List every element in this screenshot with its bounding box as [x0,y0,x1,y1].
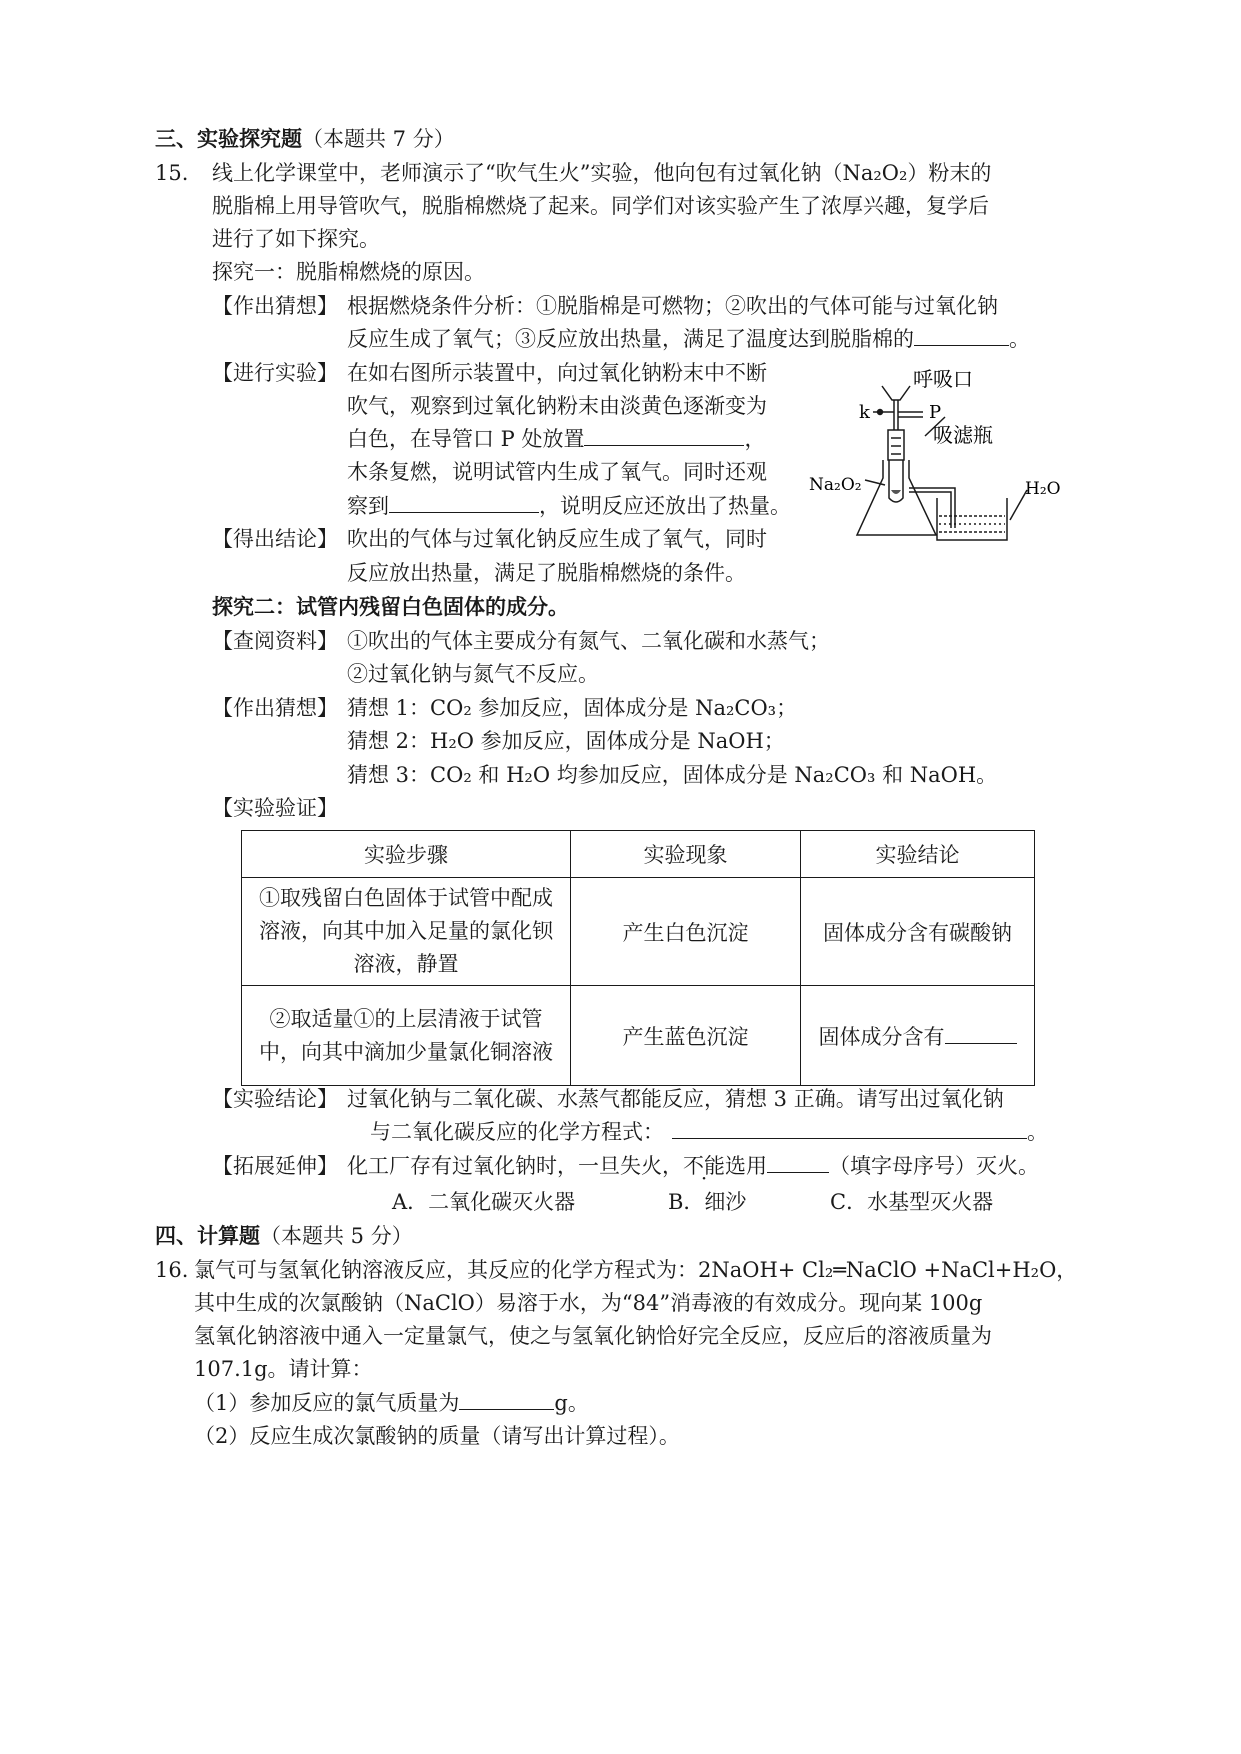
result-tag: 【实验结论】 [212,1087,338,1111]
q16-line1: 氯气可与氢氧化钠溶液反应，其反应的化学方程式为：2NaOH+ Cl₂═NaClO +NaCl+H₂O， [194,1258,1078,1282]
extend-pre: 化工厂存有过氧化钠时，一旦失火， [347,1154,683,1178]
apparatus-diagram [805,360,1075,550]
table-row [242,986,1035,1086]
result-line2-end: 。 [1027,1120,1048,1144]
explore2-heading: 探究二：试管内残留白色固体的成分。 [212,594,569,619]
guess2-line1: 猜想 1：CO₂ 参加反应，固体成分是 Na₂CO₃； [347,696,798,720]
suction-flask [857,460,936,535]
section4-note: （本题共 5 分） [260,1224,413,1248]
answer-blank-extinguisher[interactable] [767,1152,829,1173]
test-tube-stopper [888,430,904,460]
extend-line [347,1151,1039,1181]
section4-title: 四、计算题 [155,1223,260,1248]
table-header-row [242,831,1035,878]
exp-line5-end: ，说明反应还放出了热量。 [539,494,791,518]
label-k: k [859,402,870,423]
q15-number: 15. [155,161,189,185]
q16-sub1 [194,1388,589,1418]
section3-note: （本题共 7 分） [302,127,455,151]
exp-line3-end: ， [744,427,766,451]
guess1-line1: 根据燃烧条件分析：①脱脂棉是可燃物；②吹出的气体可能与过氧化钠 [347,294,998,318]
label-h2o: H₂O [1025,479,1061,499]
row2-conclusion-cell [801,986,1035,1086]
exp-line3 [347,424,765,454]
option-b: B．细沙 [668,1190,747,1214]
guess2-line3: 猜想 3：CO₂ 和 H₂O 均参加反应，固体成分是 Na₂CO₃ 和 NaOH。 [347,763,998,787]
row1-phenomenon: 产生白色沉淀 [571,878,801,986]
row2-step: ②取适量①的上层清液于试管中，向其中滴加少量氯化铜溶液 [242,986,571,1086]
exp-line1: 在如右图所示装置中，向过氧化钠粉末中不断 [347,361,767,385]
guess1-tag: 【作出猜想】 [212,294,338,318]
guess1-line2-text: 反应生成了氧气；③反应放出热量，满足了温度达到脱脂棉的 [347,327,914,351]
q16-line4: 107.1g。请计算： [194,1357,373,1381]
ref-tag: 【查阅资料】 [212,629,338,653]
concl-line1: 吹出的气体与过氧化钠反应生成了氧气，同时 [347,527,767,551]
answer-blank-wood-strip[interactable] [584,425,744,446]
concl-line2: 反应放出热量，满足了脱脂棉燃烧的条件。 [347,561,746,585]
row1-conclusion: 固体成分含有碳酸钠 [801,878,1035,986]
funnel-mouthpiece [882,386,910,400]
table-header-conclusion: 实验结论 [801,831,1035,878]
test-tube [889,460,903,502]
option-c: C．水基型灭火器 [830,1190,994,1214]
explore1-heading: 探究一：脱脂棉燃烧的原因。 [212,260,485,284]
q16-sub1-text: （1）参加反应的氯气质量为 [194,1391,460,1415]
result-line2-text: 与二氧化碳反应的化学方程式： [370,1120,664,1144]
section3-title: 三、实验探究题 [155,126,302,151]
table-header-step: 实验步骤 [242,831,571,878]
extend-post: （填字母序号）灭火。 [829,1154,1039,1178]
row1-step: ①取残留白色固体于试管中配成溶液，向其中加入足量的氯化钡溶液，静置 [242,878,571,986]
q15-intro-1: 线上化学课堂中，老师演示了“吹气生火”实验，他向包有过氧化钠（Na₂O₂）粉末的 [212,161,992,185]
extend-emph: 不能 [683,1154,725,1178]
exp-line5-text: 察到 [347,494,389,518]
guess1-line2-end: 。 [1009,327,1030,351]
exp-line2: 吹气，观察到过氧化钠粉末由淡黄色逐渐变为 [347,394,767,418]
answer-blank-solid-component[interactable] [945,1023,1017,1044]
label-na2o2: Na₂O₂ [809,475,862,495]
row2-phenomenon: 产生蓝色沉淀 [571,986,801,1086]
exp-line4: 木条复燃，说明试管内生成了氧气。同时还观 [347,460,767,484]
q16-number: 16. [155,1258,189,1282]
exp-line5 [347,491,791,521]
guess2-tag: 【作出猜想】 [212,696,338,720]
verification-table [241,830,1035,1086]
answer-blank-ignition-temp[interactable] [914,325,1009,346]
result-line2 [370,1117,1048,1147]
answer-blank-equation[interactable] [672,1118,1027,1139]
water-beaker [937,498,1007,540]
table-header-phenomenon: 实验现象 [571,831,801,878]
row2-conclusion: 固体成分含有 [818,1024,945,1049]
ref-line1: ①吹出的气体主要成分有氮气、二氧化碳和水蒸气； [347,629,830,653]
valve-k [878,410,883,415]
ref-line2: ②过氧化钠与氮气不反应。 [347,662,599,686]
answer-blank-heat-observation[interactable] [389,492,539,513]
option-a: A．二氧化碳灭火器 [392,1190,576,1214]
guess1-line2 [347,324,1030,354]
label-mouthpiece: 呼吸口 [913,367,973,391]
exp-line3-text: 白色，在导管口 P 处放置 [347,427,585,451]
section4-heading [155,1221,413,1251]
q16-line2: 其中生成的次氯酸钠（NaClO）易溶于水，为“84”消毒液的有效成分。现向某 100g [194,1291,983,1315]
label-suction-flask: 吸滤瓶 [933,423,993,447]
answer-blank-chlorine-mass[interactable] [459,1389,554,1410]
exp-tag: 【进行实验】 [212,361,338,385]
q15-intro-2: 脱脂棉上用导管吹气，脱脂棉燃烧了起来。同学们对该实验产生了浓厚兴趣，复学后 [212,194,989,218]
label-p: P [929,402,942,423]
section3-heading [155,124,455,154]
extend-tag: 【拓展延伸】 [212,1154,338,1178]
extend-mid: 选用 [725,1154,767,1178]
guess2-line2: 猜想 2：H₂O 参加反应，固体成分是 NaOH； [347,729,785,753]
q16-line3: 氢氧化钠溶液中通入一定量氯气，使之与氢氧化钠恰好完全反应，反应后的溶液质量为 [194,1324,992,1348]
table-row [242,878,1035,986]
concl-tag: 【得出结论】 [212,527,338,551]
q15-intro-3: 进行了如下探究。 [212,227,380,251]
q16-sub1-end: g。 [554,1391,589,1415]
q16-sub2: （2）反应生成次氯酸钠的质量（请写出计算过程）。 [194,1424,680,1448]
result-line1: 过氧化钠与二氧化碳、水蒸气都能反应，猜想 3 正确。请写出过氧化钠 [347,1087,1004,1111]
verify-tag: 【实验验证】 [212,796,338,820]
